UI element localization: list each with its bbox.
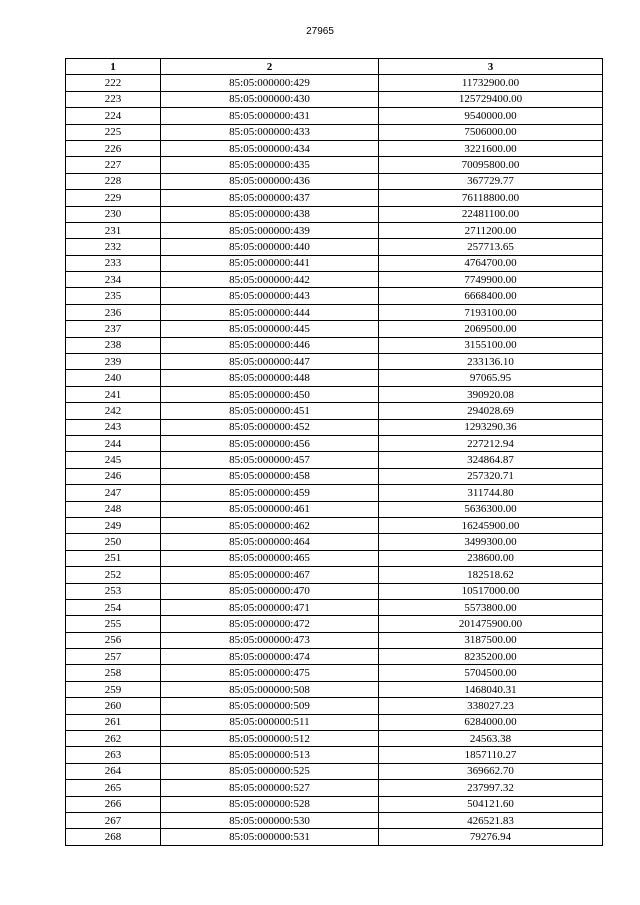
cadastral-number-cell: 85:05:000000:447 — [161, 354, 379, 370]
table-row — [66, 75, 603, 91]
cadastral-number-cell: 85:05:000000:473 — [161, 632, 379, 648]
cadastral-number-cell: 85:05:000000:474 — [161, 649, 379, 665]
table-row — [66, 91, 603, 107]
row-number-cell: 225 — [66, 124, 161, 140]
row-number-cell: 241 — [66, 386, 161, 402]
cadastral-number-cell: 85:05:000000:457 — [161, 452, 379, 468]
value-cell: 294028.69 — [379, 403, 603, 419]
column-header-1: 1 — [66, 59, 161, 75]
value-cell: 3221600.00 — [379, 140, 603, 156]
row-number-cell: 258 — [66, 665, 161, 681]
table-row — [66, 386, 603, 402]
value-cell: 233136.10 — [379, 354, 603, 370]
table-row — [66, 616, 603, 632]
value-cell: 97065.95 — [379, 370, 603, 386]
cadastral-number-cell: 85:05:000000:431 — [161, 108, 379, 124]
value-cell: 9540000.00 — [379, 108, 603, 124]
value-cell: 10517000.00 — [379, 583, 603, 599]
row-number-cell: 259 — [66, 681, 161, 697]
table-row — [66, 124, 603, 140]
value-cell: 4764700.00 — [379, 255, 603, 271]
table-row — [66, 190, 603, 206]
row-number-cell: 251 — [66, 550, 161, 566]
row-number-cell: 240 — [66, 370, 161, 386]
row-number-cell: 236 — [66, 304, 161, 320]
cadastral-number-cell: 85:05:000000:471 — [161, 599, 379, 615]
table-row — [66, 632, 603, 648]
value-cell: 5636300.00 — [379, 501, 603, 517]
cadastral-number-cell: 85:05:000000:470 — [161, 583, 379, 599]
table-row — [66, 747, 603, 763]
value-cell: 2711200.00 — [379, 222, 603, 238]
value-cell: 125729400.00 — [379, 91, 603, 107]
table-row — [66, 239, 603, 255]
table-row — [66, 649, 603, 665]
cadastral-number-cell: 85:05:000000:442 — [161, 272, 379, 288]
cadastral-number-cell: 85:05:000000:527 — [161, 780, 379, 796]
cadastral-number-cell: 85:05:000000:438 — [161, 206, 379, 222]
row-number-cell: 244 — [66, 435, 161, 451]
row-number-cell: 255 — [66, 616, 161, 632]
table-row — [66, 812, 603, 828]
table-row — [66, 419, 603, 435]
table-row — [66, 796, 603, 812]
row-number-cell: 252 — [66, 567, 161, 583]
cadastral-number-cell: 85:05:000000:464 — [161, 534, 379, 550]
cadastral-number-cell: 85:05:000000:434 — [161, 140, 379, 156]
cadastral-number-cell: 85:05:000000:451 — [161, 403, 379, 419]
cadastral-number-cell: 85:05:000000:513 — [161, 747, 379, 763]
cadastral-number-cell: 85:05:000000:531 — [161, 829, 379, 845]
row-number-cell: 227 — [66, 157, 161, 173]
value-cell: 338027.23 — [379, 698, 603, 714]
value-cell: 5704500.00 — [379, 665, 603, 681]
table-row — [66, 354, 603, 370]
value-cell: 79276.94 — [379, 829, 603, 845]
table-row — [66, 583, 603, 599]
value-cell: 182518.62 — [379, 567, 603, 583]
cadastral-number-cell: 85:05:000000:444 — [161, 304, 379, 320]
cadastral-number-cell: 85:05:000000:508 — [161, 681, 379, 697]
cadastral-number-cell: 85:05:000000:462 — [161, 517, 379, 533]
value-cell: 24563.38 — [379, 731, 603, 747]
value-cell: 6668400.00 — [379, 288, 603, 304]
table-row — [66, 255, 603, 271]
row-number-cell: 238 — [66, 337, 161, 353]
cadastral-number-cell: 85:05:000000:440 — [161, 239, 379, 255]
value-cell: 1468040.31 — [379, 681, 603, 697]
cadastral-number-cell: 85:05:000000:511 — [161, 714, 379, 730]
value-cell: 367729.77 — [379, 173, 603, 189]
cadastral-number-cell: 85:05:000000:437 — [161, 190, 379, 206]
column-header-3: 3 — [379, 59, 603, 75]
row-number-cell: 261 — [66, 714, 161, 730]
table-row — [66, 140, 603, 156]
row-number-cell: 264 — [66, 763, 161, 779]
value-cell: 70095800.00 — [379, 157, 603, 173]
table-row — [66, 222, 603, 238]
cadastral-number-cell: 85:05:000000:433 — [161, 124, 379, 140]
value-cell: 7193100.00 — [379, 304, 603, 320]
row-number-cell: 235 — [66, 288, 161, 304]
value-cell: 238600.00 — [379, 550, 603, 566]
row-number-cell: 250 — [66, 534, 161, 550]
table-row — [66, 304, 603, 320]
table-row — [66, 370, 603, 386]
cadastral-number-cell: 85:05:000000:445 — [161, 321, 379, 337]
table-row — [66, 108, 603, 124]
table-row — [66, 468, 603, 484]
cadastral-value-table — [65, 58, 603, 846]
value-cell: 8235200.00 — [379, 649, 603, 665]
value-cell: 16245900.00 — [379, 517, 603, 533]
cadastral-number-cell: 85:05:000000:458 — [161, 468, 379, 484]
cadastral-number-cell: 85:05:000000:450 — [161, 386, 379, 402]
value-cell: 76118800.00 — [379, 190, 603, 206]
value-cell: 22481100.00 — [379, 206, 603, 222]
row-number-cell: 222 — [66, 75, 161, 91]
table-row — [66, 599, 603, 615]
table-row — [66, 435, 603, 451]
cadastral-number-cell: 85:05:000000:512 — [161, 731, 379, 747]
row-number-cell: 224 — [66, 108, 161, 124]
cadastral-number-cell: 85:05:000000:446 — [161, 337, 379, 353]
table-row — [66, 731, 603, 747]
cadastral-number-cell: 85:05:000000:475 — [161, 665, 379, 681]
row-number-cell: 248 — [66, 501, 161, 517]
cadastral-number-cell: 85:05:000000:528 — [161, 796, 379, 812]
row-number-cell: 226 — [66, 140, 161, 156]
row-number-cell: 230 — [66, 206, 161, 222]
table-row — [66, 173, 603, 189]
table-row — [66, 829, 603, 845]
row-number-cell: 223 — [66, 91, 161, 107]
value-cell: 504121.60 — [379, 796, 603, 812]
value-cell: 324864.87 — [379, 452, 603, 468]
cadastral-number-cell: 85:05:000000:465 — [161, 550, 379, 566]
table-header-row — [66, 59, 603, 75]
table-row — [66, 714, 603, 730]
value-cell: 311744.80 — [379, 485, 603, 501]
table-row — [66, 681, 603, 697]
table-row — [66, 157, 603, 173]
cadastral-number-cell: 85:05:000000:452 — [161, 419, 379, 435]
value-cell: 7506000.00 — [379, 124, 603, 140]
cadastral-number-cell: 85:05:000000:461 — [161, 501, 379, 517]
value-cell: 1857110.27 — [379, 747, 603, 763]
value-cell: 237997.32 — [379, 780, 603, 796]
value-cell: 5573800.00 — [379, 599, 603, 615]
row-number-cell: 228 — [66, 173, 161, 189]
table-row — [66, 272, 603, 288]
cadastral-number-cell: 85:05:000000:443 — [161, 288, 379, 304]
value-cell: 2069500.00 — [379, 321, 603, 337]
table-row — [66, 288, 603, 304]
value-cell: 3499300.00 — [379, 534, 603, 550]
row-number-cell: 243 — [66, 419, 161, 435]
row-number-cell: 257 — [66, 649, 161, 665]
cadastral-number-cell: 85:05:000000:525 — [161, 763, 379, 779]
table-row — [66, 501, 603, 517]
table-row — [66, 321, 603, 337]
table-row — [66, 534, 603, 550]
value-cell: 11732900.00 — [379, 75, 603, 91]
value-cell: 257713.65 — [379, 239, 603, 255]
value-cell: 6284000.00 — [379, 714, 603, 730]
cadastral-number-cell: 85:05:000000:435 — [161, 157, 379, 173]
table-row — [66, 452, 603, 468]
row-number-cell: 262 — [66, 731, 161, 747]
table-row — [66, 550, 603, 566]
cadastral-number-cell: 85:05:000000:430 — [161, 91, 379, 107]
row-number-cell: 249 — [66, 517, 161, 533]
cadastral-number-cell: 85:05:000000:436 — [161, 173, 379, 189]
cadastral-number-cell: 85:05:000000:530 — [161, 812, 379, 828]
cadastral-number-cell: 85:05:000000:472 — [161, 616, 379, 632]
row-number-cell: 267 — [66, 812, 161, 828]
page-number: 27965 — [306, 26, 334, 37]
row-number-cell: 234 — [66, 272, 161, 288]
table-row — [66, 567, 603, 583]
value-cell: 1293290.36 — [379, 419, 603, 435]
cadastral-number-cell: 85:05:000000:456 — [161, 435, 379, 451]
table-body — [66, 75, 603, 845]
table-row — [66, 763, 603, 779]
row-number-cell: 237 — [66, 321, 161, 337]
row-number-cell: 266 — [66, 796, 161, 812]
row-number-cell: 232 — [66, 239, 161, 255]
row-number-cell: 253 — [66, 583, 161, 599]
cadastral-number-cell: 85:05:000000:441 — [161, 255, 379, 271]
value-cell: 3187500.00 — [379, 632, 603, 648]
row-number-cell: 265 — [66, 780, 161, 796]
row-number-cell: 254 — [66, 599, 161, 615]
table-row — [66, 485, 603, 501]
row-number-cell: 247 — [66, 485, 161, 501]
cadastral-number-cell: 85:05:000000:448 — [161, 370, 379, 386]
value-cell: 3155100.00 — [379, 337, 603, 353]
row-number-cell: 263 — [66, 747, 161, 763]
row-number-cell: 256 — [66, 632, 161, 648]
row-number-cell: 231 — [66, 222, 161, 238]
table-row — [66, 337, 603, 353]
table-row — [66, 517, 603, 533]
value-cell: 426521.83 — [379, 812, 603, 828]
column-header-2: 2 — [161, 59, 379, 75]
row-number-cell: 242 — [66, 403, 161, 419]
row-number-cell: 268 — [66, 829, 161, 845]
row-number-cell: 229 — [66, 190, 161, 206]
cadastral-number-cell: 85:05:000000:509 — [161, 698, 379, 714]
table-row — [66, 698, 603, 714]
table-row — [66, 403, 603, 419]
table-row — [66, 206, 603, 222]
value-cell: 227212.94 — [379, 435, 603, 451]
row-number-cell: 245 — [66, 452, 161, 468]
value-cell: 257320.71 — [379, 468, 603, 484]
row-number-cell: 239 — [66, 354, 161, 370]
table-row — [66, 780, 603, 796]
value-cell: 390920.08 — [379, 386, 603, 402]
cadastral-number-cell: 85:05:000000:467 — [161, 567, 379, 583]
row-number-cell: 233 — [66, 255, 161, 271]
cadastral-number-cell: 85:05:000000:459 — [161, 485, 379, 501]
value-cell: 7749900.00 — [379, 272, 603, 288]
cadastral-number-cell: 85:05:000000:429 — [161, 75, 379, 91]
cadastral-number-cell: 85:05:000000:439 — [161, 222, 379, 238]
row-number-cell: 260 — [66, 698, 161, 714]
table-row — [66, 665, 603, 681]
value-cell: 201475900.00 — [379, 616, 603, 632]
row-number-cell: 246 — [66, 468, 161, 484]
value-cell: 369662.70 — [379, 763, 603, 779]
